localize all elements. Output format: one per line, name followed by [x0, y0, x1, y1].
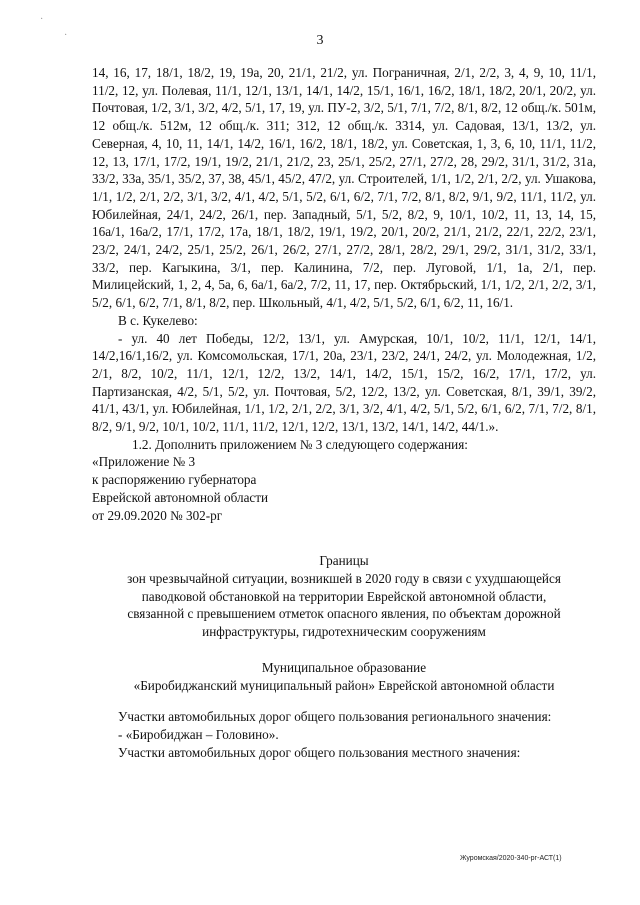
municipality-label: Муниципальное образование	[261, 659, 427, 675]
regional-road-item: - «Биробиджан – Головино».	[118, 726, 279, 742]
title-line: зон чрезвычайной ситуации, возникшей в 2020 году в связи с ухудшающейся	[127, 570, 561, 586]
page-number: 3	[316, 33, 324, 48]
appendix-header	[92, 453, 596, 524]
scan-speck: ·	[40, 14, 44, 25]
kukelevo-address-list: - ул. 40 лет Победы, 12/2, 13/1, ул. Амурская, 10/1, 10/2, 11/1, 12/1, 14/1, 14/2,16/1,16/2, ул. Комсомольская, 17/1, 20а, 23/1, 23/2, 24/1, 24/2, ул. Молодежная, 1/2, 2/1, 8/2, 10/2, 11/1, 12/1, 12/2, 13/2, 14/1, 14/2, 15/1, 15/2, 16/2, 17/1, 17/2, ул. Партизанская, 4/2, 5/1, 5/2, ул. Почтовая, 5/2, 12/2, 13/2, ул. Советская, 8/1, 39/1, 39/2, 41/1, 43/1, ул. Юбилейная, 1/1, 1/2, 2/1, 2/2, 3/1, 3/2, 4/1, 4/2, 5/1, 5/2, 6/1, 6/2, 7/1, 7/2, 8/1, 8/2, 9/1, 9/2, 10/1, 10/2, 11/1, 11/2, 12/1, 12/2, 13/1, 13/2, 14/1, 14/2, 44/1.».	[92, 330, 596, 435]
municipality-name: «Биробиджанский муниципальный район» Еврейской автономной области	[133, 677, 555, 693]
village-heading: В с. Кукелево:	[118, 312, 198, 328]
appendix-line: от 29.09.2020 № 302-рг	[92, 507, 223, 523]
local-roads-heading: Участки автомобильных дорог общего пользования местного значения:	[118, 744, 521, 760]
footer-code: Журомская/2020-340-рг-АСТ(1)	[460, 855, 562, 862]
title-line: паводковой обстановкой на территории Еврейской автономной области,	[141, 588, 547, 604]
title-line: инфраструктуры, гидротехническим сооружениям	[202, 624, 486, 640]
title-heading: Границы	[319, 553, 369, 569]
document-title	[92, 552, 596, 641]
appendix-line: Еврейской автономной области	[92, 489, 269, 505]
scan-speck: ·	[64, 30, 68, 41]
document-body	[92, 64, 596, 761]
appendix-line: к распоряжению губернатора	[92, 472, 257, 488]
regional-roads-heading: Участки автомобильных дорог общего пользования регионального значения:	[118, 709, 552, 725]
appendix-line: «Приложение № 3	[92, 454, 196, 470]
address-list-paragraph: 14, 16, 17, 18/1, 18/2, 19, 19а, 20, 21/1, 21/2, ул. Пограничная, 2/1, 2/2, 3, 4, 9, 10, 11/1, 11/2, 12, ул. Полевая, 11/1, 12/1, 13/1, 14/1, 14/2, 15/1, 16/1, 16/2, 18/1, 18/2, 20/1, 20/2, ул. Почтовая, 1/2, 3/1, 3/2, 4/2, 5/1, 17, 19, ул. ПУ-2, 3/2, 5/1, 7/1, 7/2, 8/1, 8/2, 12 общ./к. 501м, 12 общ./к. 512м, 12 общ./к. 311; 312, 12 общ./к. 3314, ул. Садовая, 13/1, 13/2, ул. Северная, 4, 10, 11, 14/1, 14/2, 16/1, 16/2, 18/1, 18/2, ул. Советская, 1, 3, 6, 10, 11/1, 11/2, 12, 13, 17/1, 17/2, 19/1, 19/2, 21/1, 21/2, 23, 25/1, 25/2, 27/1, 27/2, 28, 29/2, 31/1, 31/2, 31а, 33/2, 33а, 35/1, 35/2, 37, 38, 45/1, 45/2, 47/2, ул. Строителей, 1/1, 1/2, 2/1, 2/2, ул. Ушакова, 1/1, 1/2, 2/1, 2/2, 3/1, 3/2, 4/1, 4/2, 5/1, 5/2, 6/1, 6/2, 7/1, 7/2, 8/1, 8/2, 9/1, 9/2, 11/1, 11/2, ул. Юбилейная, 24/1, 24/2, 26/1, пер. Западный, 5/1, 5/2, 8/2, 9, 10/1, 10/2, 11, 13, 14, 15, 16а/1, 16а/2, 17/1, 17/2, 17а, 18/1, 18/2, 19/1, 19/2, 20/1, 20/2, 21/1, 21/2, 22/1, 22/2, 23/1, 23/2, 24/1, 24/2, 25/1, 25/2, 26/1, 26/2, 27/1, 27/2, 28/1, 28/2, 29/1, 29/2, 31/1, 31/2, 33/1, 33/2, пер. Кагыкина, 3/1, пер. Калинина, 7/2, пер. Луговой, 1/1, 1а, 2/1, пер. Милицейский, 1, 2, 4, 5а, 6, 6а/1, 6а/2, 7/2, 11, 17, пер. Октябрьский, 1/1, 1/2, 2/1, 2/2, 3/1, 5/2, 6/1, 6/2, 7/1, 8/1, 8/2, пер. Школьный, 4/1, 4/2, 5/1, 5/2, 6/1, 6/2, 11, 16/1.	[92, 65, 596, 311]
municipality-block	[92, 659, 596, 694]
title-line: связанной с превышением отметок опасного явления, по объектам дорожной	[127, 606, 561, 622]
amendment-clause: 1.2. Дополнить приложением № 3 следующего содержания:	[132, 436, 468, 452]
